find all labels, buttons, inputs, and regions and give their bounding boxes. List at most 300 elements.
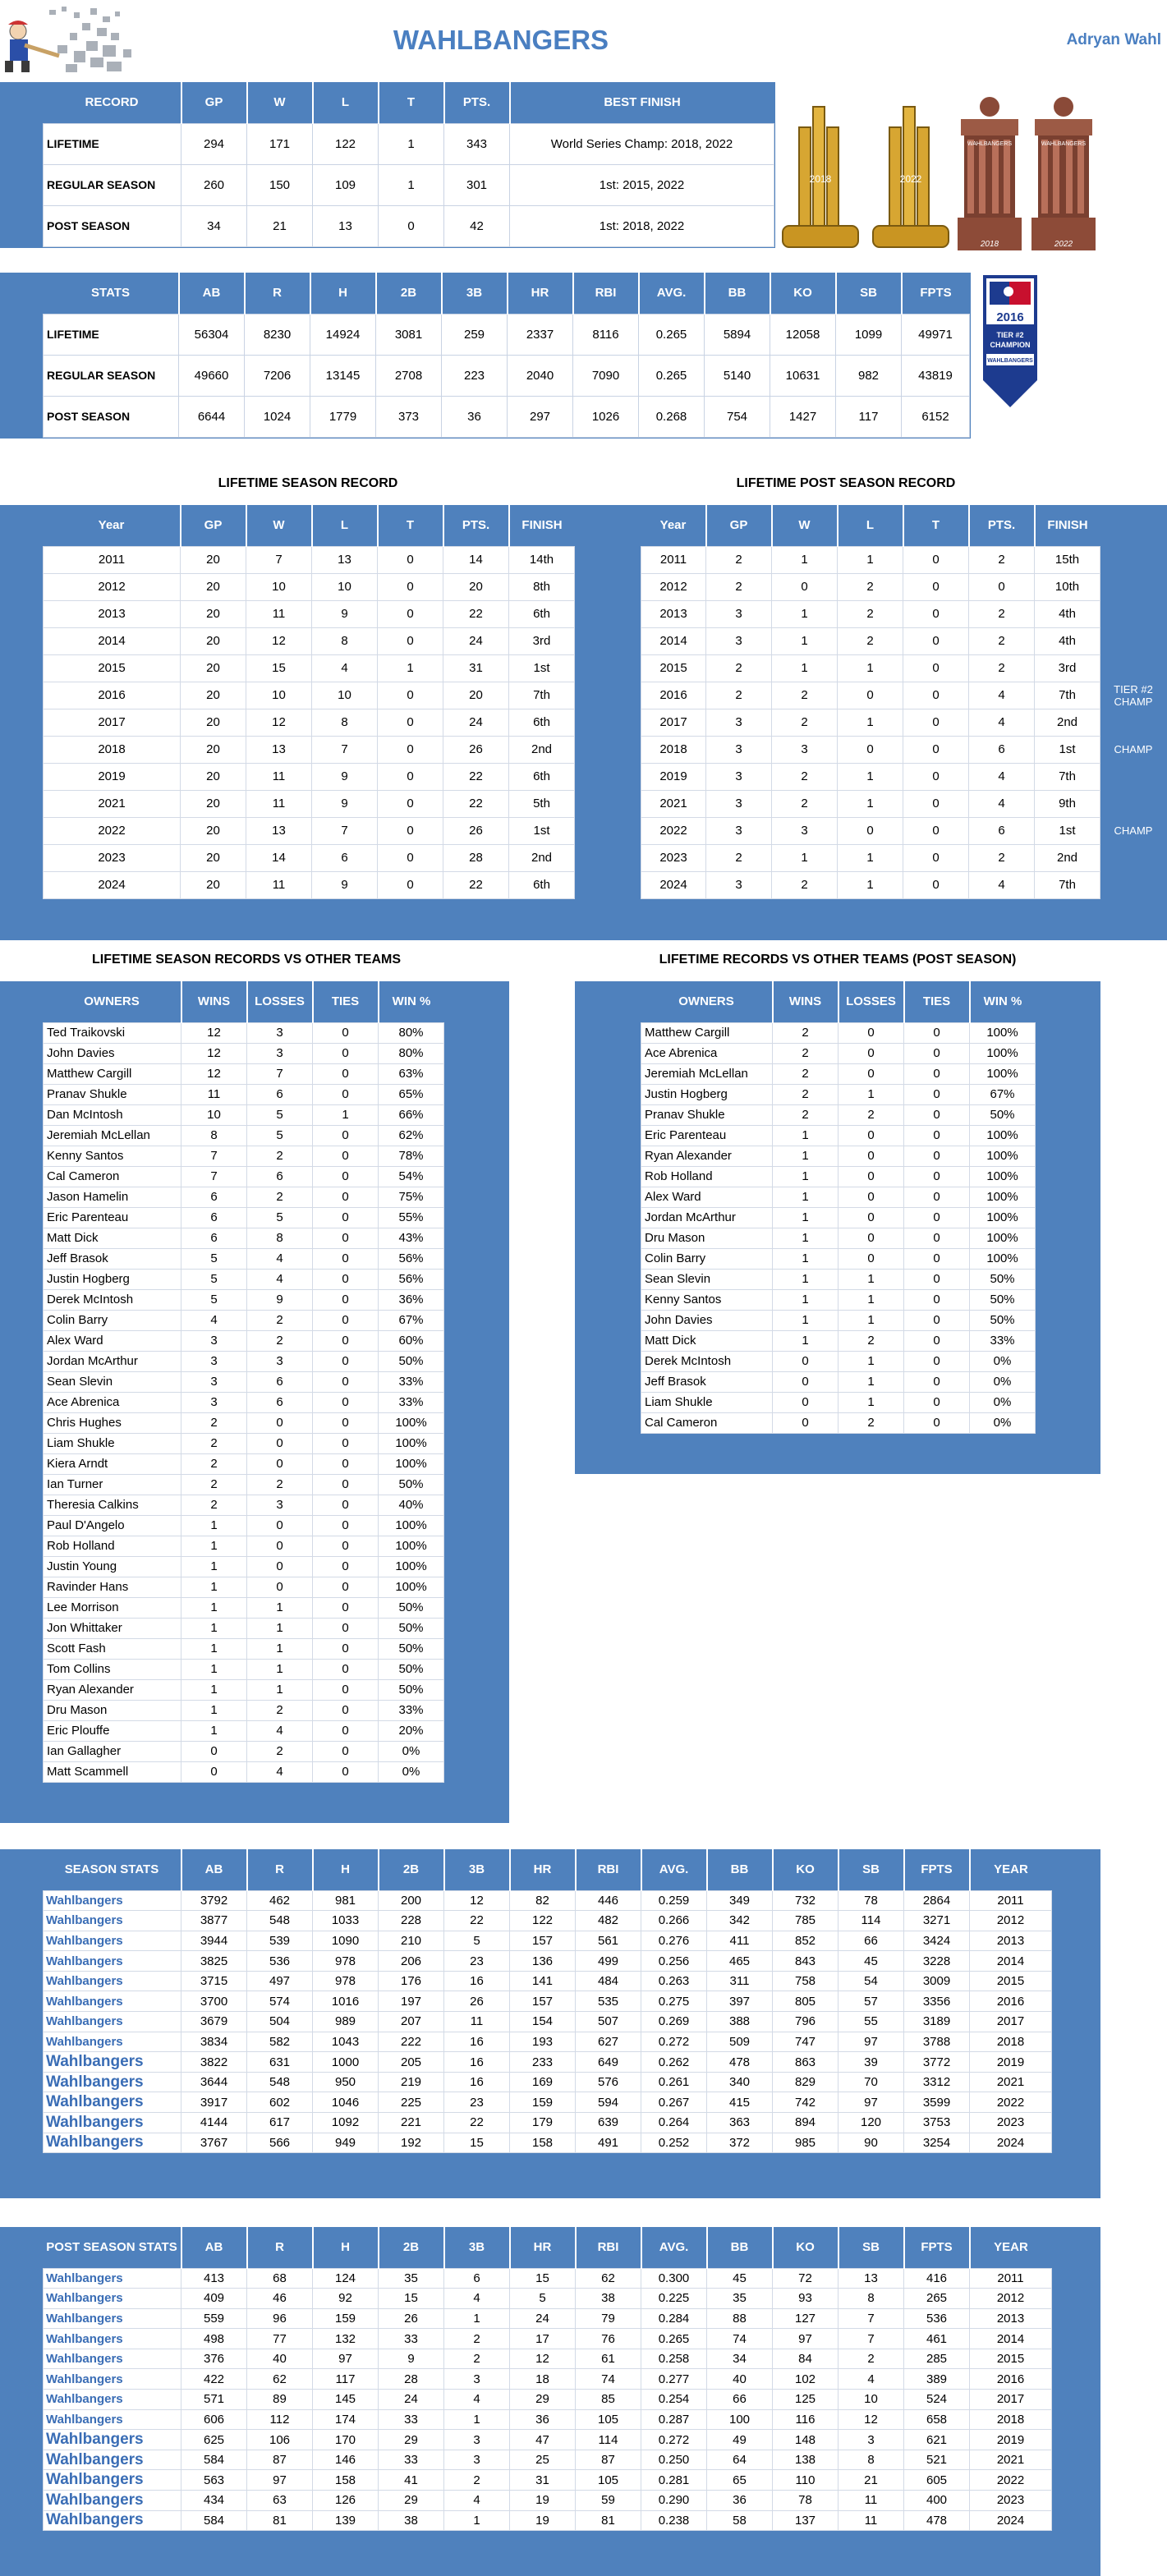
cell: 12 (444, 1890, 510, 1911)
table-row (44, 1991, 1052, 2012)
cell: 19 (510, 2491, 576, 2511)
cell: 38 (576, 2289, 641, 2309)
column-header: SB (838, 2227, 904, 2268)
cell: 2 (838, 573, 903, 600)
cell: 81 (247, 2510, 313, 2531)
cell: 1 (181, 1556, 247, 1577)
cell: 3772 (904, 2052, 970, 2073)
cell: 0 (247, 1412, 313, 1433)
cell: 0.254 (641, 2390, 707, 2410)
row-label: Derek McIntosh (44, 1289, 181, 1310)
cell: 1 (181, 1679, 247, 1700)
cell: 3271 (904, 1911, 970, 1931)
table-row (641, 1310, 1036, 1330)
cell: 42 (444, 205, 510, 246)
cell: 4 (444, 2289, 510, 2309)
row-label: Ian Gallagher (44, 1741, 181, 1761)
cell: 2011 (970, 2268, 1052, 2289)
cell: 78% (379, 1146, 444, 1166)
column-header: GP (181, 82, 247, 123)
row-label: 2023 (44, 844, 181, 871)
row-label: Alex Ward (641, 1187, 773, 1207)
cell: 14 (246, 844, 312, 871)
cell: 422 (181, 2369, 247, 2390)
cell: 2021 (970, 2450, 1052, 2470)
row-label: REGULAR SEASON (44, 164, 181, 205)
cell: 205 (379, 2052, 444, 2073)
table-row (44, 1911, 1052, 1931)
column-header: L (838, 505, 903, 546)
cell: 12058 (770, 314, 836, 355)
column-header: KO (773, 2227, 838, 2268)
cell: 0 (313, 1166, 379, 1187)
cell: 68 (247, 2268, 313, 2289)
table-row (44, 600, 575, 627)
cell: 17 (510, 2329, 576, 2349)
cell: 100% (379, 1412, 444, 1433)
cell: 1 (313, 1104, 379, 1125)
table-row (44, 1351, 444, 1371)
column-header: BB (707, 2227, 773, 2268)
cell: 0.266 (641, 1911, 707, 1931)
table-row (44, 1515, 444, 1536)
cell: 2017 (970, 2390, 1052, 2410)
cell: 222 (379, 2032, 444, 2052)
cell: 50% (379, 1679, 444, 1700)
cell: 66 (838, 1931, 904, 1951)
cell: 102 (773, 2369, 838, 2390)
cell: 1779 (310, 396, 376, 437)
cell: 1 (247, 1659, 313, 1679)
cell: 1 (838, 1351, 904, 1371)
cell: 219 (379, 2072, 444, 2092)
cell: 5 (247, 1125, 313, 1146)
column-header: STATS (44, 273, 179, 314)
cell: 2018 (970, 2032, 1052, 2052)
cell: 1 (379, 123, 444, 164)
cell: 0 (247, 1536, 313, 1556)
cell: 9 (312, 600, 378, 627)
row-label: Jason Hamelin (44, 1187, 181, 1207)
cell: 2 (969, 627, 1035, 654)
row-label: Jeremiah McLellan (44, 1125, 181, 1146)
world-series-trophy-2022 (866, 82, 955, 256)
cell: 2 (247, 1146, 313, 1166)
table-row (44, 1392, 444, 1412)
cell: 2864 (904, 1890, 970, 1911)
cell: 509 (707, 2032, 773, 2052)
table-row (641, 1166, 1036, 1187)
cell: 1 (773, 1187, 838, 1207)
row-label: Wahlbangers (44, 2268, 181, 2289)
cell: 0% (970, 1351, 1036, 1371)
cell: 100% (970, 1228, 1036, 1248)
cell: 504 (247, 2012, 313, 2032)
cell: 106 (247, 2430, 313, 2450)
row-label: 2023 (641, 844, 706, 871)
cell: 5 (181, 1269, 247, 1289)
cell: 112 (247, 2409, 313, 2430)
table-row (641, 1043, 1036, 1063)
cell: 3825 (181, 1951, 247, 1972)
column-header: T (903, 505, 969, 546)
cell: 33% (379, 1371, 444, 1392)
cell: 563 (181, 2470, 247, 2491)
table-row (641, 600, 1100, 627)
cell: 0 (903, 709, 969, 736)
cell: 0 (838, 1228, 904, 1248)
row-label: Cal Cameron (641, 1412, 773, 1433)
cell: 1 (773, 1125, 838, 1146)
cell: 1st (509, 654, 575, 682)
cell: 260 (181, 164, 247, 205)
cell: 75% (379, 1187, 444, 1207)
row-label: Justin Hogberg (641, 1084, 773, 1104)
cell: 1 (444, 2409, 510, 2430)
cell: 8 (838, 2450, 904, 2470)
cell: 97 (838, 2032, 904, 2052)
cell: 3009 (904, 1971, 970, 1991)
cell: 1 (773, 1166, 838, 1187)
column-header: 2B (379, 2227, 444, 2268)
cell: 0 (903, 627, 969, 654)
cell: 978 (313, 1951, 379, 1972)
cell: 6 (181, 1187, 247, 1207)
cell: 6 (181, 1228, 247, 1248)
table-row (44, 1951, 1052, 1972)
row-label: 2012 (641, 573, 706, 600)
cell: 11 (838, 2491, 904, 2511)
cell: 0% (379, 1761, 444, 1782)
cell: 372 (707, 2133, 773, 2153)
cell: 3 (706, 627, 772, 654)
cell: 120 (838, 2113, 904, 2133)
cell: 1 (838, 844, 903, 871)
table-row (44, 355, 970, 396)
cell: 3228 (904, 1951, 970, 1972)
row-label: Wahlbangers (44, 2032, 181, 2052)
cell: 2016 (970, 2369, 1052, 2390)
table-row (44, 2308, 1052, 2329)
cell: 2 (181, 1474, 247, 1495)
cell: 2 (247, 1310, 313, 1330)
cell: 8 (247, 1228, 313, 1248)
cell: 5th (509, 790, 575, 817)
cell: 20 (181, 763, 246, 790)
cell: 8 (181, 1125, 247, 1146)
cell: 340 (707, 2072, 773, 2092)
row-label: Matt Scammell (44, 1761, 181, 1782)
cell: 0 (313, 1207, 379, 1228)
column-header: BB (705, 273, 770, 314)
cell: 225 (379, 2092, 444, 2113)
table-row (44, 682, 575, 709)
cell: 2014 (970, 1951, 1052, 1972)
cell: 105 (576, 2470, 641, 2491)
row-label: POST SEASON (44, 205, 181, 246)
cell: 39 (838, 2052, 904, 2073)
cell: 3356 (904, 1991, 970, 2012)
table-row (44, 1433, 444, 1453)
cell: 59 (576, 2491, 641, 2511)
cell: 2 (181, 1433, 247, 1453)
cell: 3312 (904, 2072, 970, 2092)
table-row (44, 1310, 444, 1330)
cell: 49660 (179, 355, 245, 396)
cell: 50% (970, 1310, 1036, 1330)
cell: 8 (312, 627, 378, 654)
cell: 6th (509, 709, 575, 736)
cell: 20 (181, 682, 246, 709)
cell: 584 (181, 2450, 247, 2470)
cell: 1 (838, 1269, 904, 1289)
cell: 2011 (970, 1890, 1052, 1911)
cell: 210 (379, 1931, 444, 1951)
row-label: 2019 (44, 763, 181, 790)
cell: 5 (181, 1289, 247, 1310)
cell: 74 (707, 2329, 773, 2349)
cell: 0 (313, 1433, 379, 1453)
table-row (44, 1248, 444, 1269)
cell: 146 (313, 2450, 379, 2470)
row-label: Wahlbangers (44, 2390, 181, 2410)
cell: 56304 (179, 314, 245, 355)
column-header: GP (706, 505, 772, 546)
table-row (641, 1351, 1036, 1371)
cell: 2 (969, 654, 1035, 682)
table-row (641, 1289, 1036, 1310)
cell: 373 (376, 396, 442, 437)
cell: 1 (181, 1618, 247, 1638)
row-label: Matt Dick (641, 1330, 773, 1351)
cell: 0 (838, 1207, 904, 1228)
cell: 78 (773, 2491, 838, 2511)
cell: 3 (706, 600, 772, 627)
row-label: 2017 (641, 709, 706, 736)
cell: 50% (379, 1638, 444, 1659)
cell: 0 (903, 844, 969, 871)
cell: 193 (510, 2032, 576, 2052)
cell: 100% (379, 1556, 444, 1577)
champ-annotation: TIER #2 CHAMP (1114, 683, 1153, 708)
table-row (641, 736, 1100, 763)
cell: 132 (313, 2329, 379, 2349)
banner-team: WAHLBANGERS (987, 358, 1033, 364)
cell: 6644 (179, 396, 245, 437)
cell: 1st: 2015, 2022 (510, 164, 774, 205)
cell: 54 (838, 1971, 904, 1991)
cell: 40 (247, 2349, 313, 2369)
cell: 223 (442, 355, 508, 396)
cell: 29 (379, 2491, 444, 2511)
row-label: Wahlbangers (44, 2052, 181, 2073)
world-series-trophy-2018 (776, 82, 865, 256)
cell: 0 (903, 871, 969, 898)
cell: 50% (379, 1597, 444, 1618)
row-label: Chris Hughes (44, 1412, 181, 1433)
cell: 0 (313, 1310, 379, 1330)
cell: 62 (576, 2268, 641, 2289)
cell: 1043 (313, 2032, 379, 2052)
table-row (641, 627, 1100, 654)
cell: 157 (510, 1991, 576, 2012)
cell: 989 (313, 2012, 379, 2032)
cell: 97 (247, 2470, 313, 2491)
row-label: Alex Ward (44, 1330, 181, 1351)
cell: 11 (246, 790, 312, 817)
column-header: H (313, 2227, 379, 2268)
cell: 1046 (313, 2092, 379, 2113)
row-label: 2017 (44, 709, 181, 736)
cell: 7 (246, 546, 312, 573)
cell: 63 (247, 2491, 313, 2511)
table-row (641, 1125, 1036, 1146)
cell: 0 (838, 1063, 904, 1084)
row-label: Kiera Arndt (44, 1453, 181, 1474)
cell: 0.258 (641, 2349, 707, 2369)
cell: 548 (247, 1911, 313, 1931)
cell: 0.276 (641, 1931, 707, 1951)
cell: 34 (181, 205, 247, 246)
cell: 0 (378, 600, 443, 627)
column-header: L (313, 82, 379, 123)
row-label: Kenny Santos (44, 1146, 181, 1166)
cell: 0 (247, 1453, 313, 1474)
table-row (641, 871, 1100, 898)
cell: 561 (576, 1931, 641, 1951)
cell: 58 (707, 2510, 773, 2531)
cell: 0 (247, 1577, 313, 1597)
cell: 0.265 (641, 2329, 707, 2349)
table-row (44, 709, 575, 736)
row-label: Ted Traikovski (44, 1022, 181, 1043)
cell: 221 (379, 2113, 444, 2133)
table-row (44, 1104, 444, 1125)
row-label: Wahlbangers (44, 2133, 181, 2153)
row-label: Matt Dick (44, 1228, 181, 1248)
cell: 78 (838, 1890, 904, 1911)
cell: 0.272 (641, 2032, 707, 2052)
table-row (44, 654, 575, 682)
cell: 16 (444, 2072, 510, 2092)
cell: 497 (247, 1971, 313, 1991)
row-label: Ravinder Hans (44, 1577, 181, 1597)
cell: 0.264 (641, 2113, 707, 2133)
cell: 0 (313, 1351, 379, 1371)
table-row (44, 2032, 1052, 2052)
column-header: AB (179, 273, 245, 314)
cell: 7 (838, 2329, 904, 2349)
table-row (44, 2369, 1052, 2390)
cell: 2012 (970, 2289, 1052, 2309)
cell: 1 (838, 1392, 904, 1412)
table-row (44, 1536, 444, 1556)
cell: 0 (838, 1125, 904, 1146)
cell: 539 (247, 1931, 313, 1951)
cell: 26 (444, 1991, 510, 2012)
cell: 0 (378, 871, 443, 898)
cell: 0 (904, 1125, 970, 1146)
cell: 0.287 (641, 2409, 707, 2430)
cell: 85 (576, 2390, 641, 2410)
cell: 1092 (313, 2113, 379, 2133)
cell: 3 (444, 2430, 510, 2450)
row-label: 2022 (44, 817, 181, 844)
row-label: Lee Morrison (44, 1597, 181, 1618)
cell: 498 (181, 2329, 247, 2349)
cell: 0 (378, 709, 443, 736)
cell: 0 (838, 1043, 904, 1063)
row-label: Wahlbangers (44, 2470, 181, 2491)
row-label: Derek McIntosh (641, 1351, 773, 1371)
cell: 617 (247, 2113, 313, 2133)
cell: 1026 (573, 396, 639, 437)
cell: 0% (379, 1741, 444, 1761)
table-row (44, 627, 575, 654)
cell: 342 (707, 1911, 773, 1931)
cell: 3788 (904, 2032, 970, 2052)
column-header: 3B (444, 1849, 510, 1890)
cell: 2 (838, 1412, 904, 1433)
row-label: Paul D'Angelo (44, 1515, 181, 1536)
row-label: 2021 (641, 790, 706, 817)
table-row (641, 844, 1100, 871)
cell: 11 (246, 871, 312, 898)
row-label: Eric Parenteau (44, 1207, 181, 1228)
row-label: POST SEASON (44, 396, 179, 437)
cell: 43% (379, 1228, 444, 1248)
record-table (43, 82, 774, 247)
cell: 60% (379, 1330, 444, 1351)
row-label: 2016 (641, 682, 706, 709)
cell: 1 (773, 1207, 838, 1228)
cell: 415 (707, 2092, 773, 2113)
cell: 397 (707, 1991, 773, 2012)
cell: 8th (509, 573, 575, 600)
table-row (641, 1248, 1036, 1269)
cell: 114 (576, 2430, 641, 2450)
cell: 0.300 (641, 2268, 707, 2289)
cell: 72 (773, 2268, 838, 2289)
cell: 2 (181, 1412, 247, 1433)
cell: 105 (576, 2409, 641, 2430)
cell: 0 (313, 1043, 379, 1063)
row-label: Pranav Shukle (641, 1104, 773, 1125)
cell: 2016 (970, 1991, 1052, 2012)
row-label: 2012 (44, 573, 181, 600)
column-header: W (246, 505, 312, 546)
cell: 36% (379, 1289, 444, 1310)
cell: 36 (707, 2491, 773, 2511)
cell: 13145 (310, 355, 376, 396)
cell: 11 (246, 600, 312, 627)
column-header: GP (181, 505, 246, 546)
cell: 0 (838, 682, 903, 709)
cell: 20 (181, 709, 246, 736)
cell: 2 (773, 1043, 838, 1063)
table-row (44, 1474, 444, 1495)
row-label: Wahlbangers (44, 2308, 181, 2329)
cell: 1 (773, 1310, 838, 1330)
cell: 566 (247, 2133, 313, 2153)
row-label: Pranav Shukle (44, 1084, 181, 1104)
cell: 606 (181, 2409, 247, 2430)
cell: 1 (838, 709, 903, 736)
cell: 0.268 (639, 396, 705, 437)
table-row (641, 1330, 1036, 1351)
cell: 4th (1035, 600, 1100, 627)
table-row (641, 1146, 1036, 1166)
